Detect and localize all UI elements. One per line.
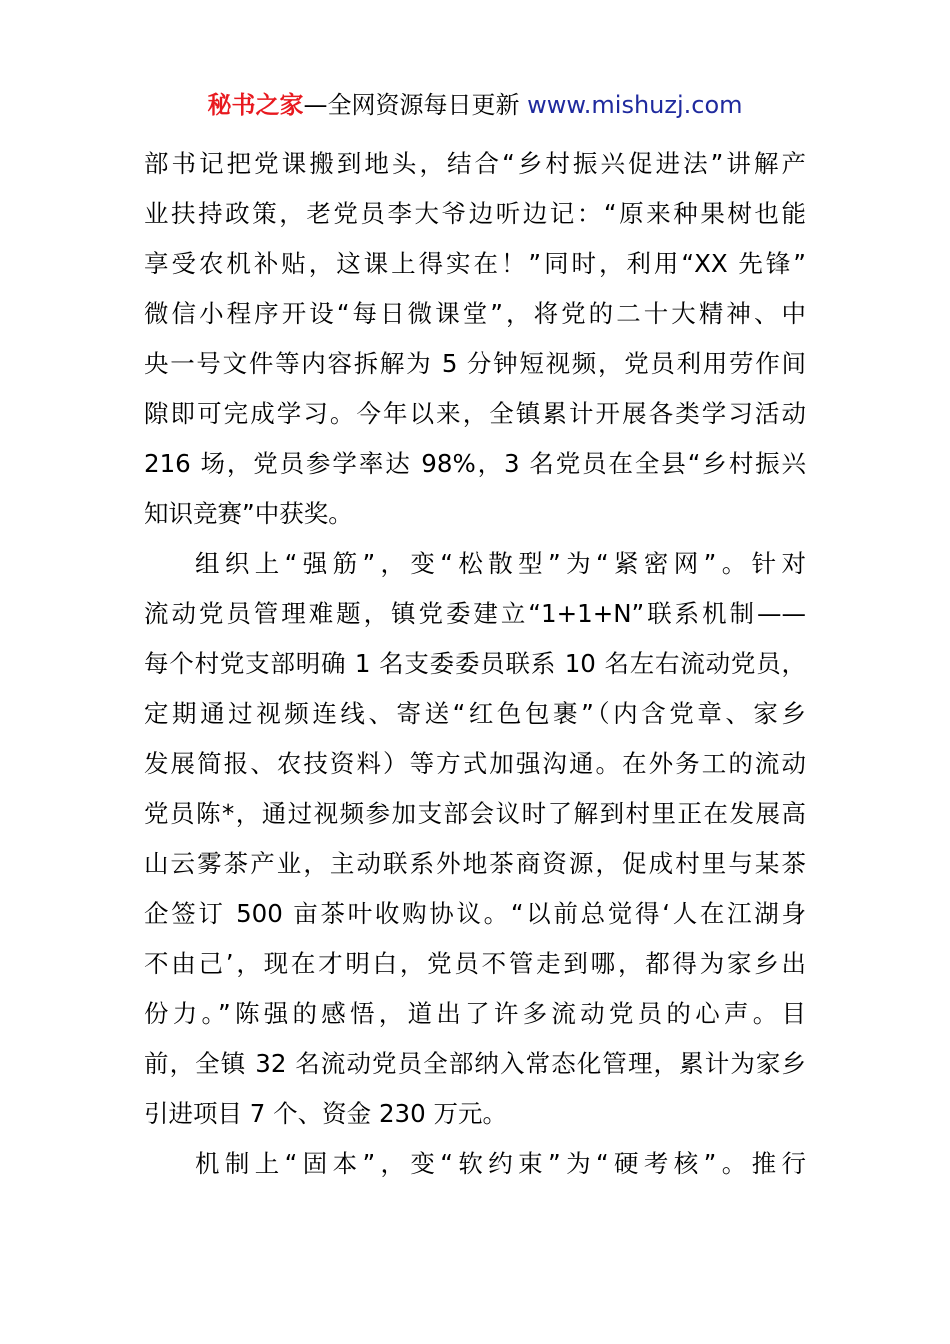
text-line: 央一号文件等内容拆解为 5 分钟短视频，党员利用劳作间 xyxy=(144,349,806,378)
header-tagline: —全网资源每日更新 xyxy=(303,91,528,119)
text-line: 微信小程序开设“每日微课堂”，将党的二十大精神、中 xyxy=(144,299,806,328)
text-line: 216 场，党员参学率达 98%，3 名党员在全县“乡村振兴 xyxy=(144,449,806,478)
document-body xyxy=(144,139,806,1189)
text-line: 前，全镇 32 名流动党员全部纳入常态化管理，累计为家乡 xyxy=(144,1049,806,1078)
text-line: 隙即可完成学习。今年以来，全镇累计开展各类学习活动 xyxy=(144,399,806,428)
text-line: 山云雾茶产业，主动联系外地茶商资源，促成村里与某茶 xyxy=(144,849,806,878)
text-line: 企签订 500 亩茶叶收购协议。“以前总觉得‘人在江湖身 xyxy=(144,899,806,928)
paragraph-start-line: 组织上“强筋”，变“松散型”为“紧密网”。针对 xyxy=(195,549,806,578)
paragraph-start-line: 机制上“固本”，变“软约束”为“硬考核”。推行 xyxy=(195,1149,806,1178)
text-line: 引进项目 7 个、资金 230 万元。 xyxy=(144,1099,508,1128)
site-header xyxy=(0,88,950,122)
text-line: 业扶持政策，老党员李大爷边听边记：“原来种果树也能 xyxy=(144,199,806,228)
text-line: 流动党员管理难题，镇党委建立“1+1+N”联系机制—— xyxy=(144,599,806,628)
text-line: 享受农机补贴，这课上得实在！”同时，利用“XX 先锋” xyxy=(144,249,806,278)
text-line: 部书记把党课搬到地头，结合“乡村振兴促进法”讲解产 xyxy=(144,149,806,178)
brand-name: 秘书之家 xyxy=(207,91,304,119)
text-line: 份力。”陈强的感悟，道出了许多流动党员的心声。目 xyxy=(144,999,806,1028)
text-line: 党员陈*，通过视频参加支部会议时了解到村里正在发展高 xyxy=(144,799,806,828)
site-url-link[interactable]: www.mishuzj.com xyxy=(527,91,743,119)
text-line: 定期通过视频连线、寄送“红色包裹”（内含党章、家乡 xyxy=(144,699,806,728)
text-line: 知识竞赛”中获奖。 xyxy=(144,499,353,528)
text-line: 不由己’，现在才明白，党员不管走到哪，都得为家乡出 xyxy=(144,949,806,978)
text-line: 每个村党支部明确 1 名支委委员联系 10 名左右流动党员， xyxy=(144,649,806,678)
text-line: 发展简报、农技资料）等方式加强沟通。在外务工的流动 xyxy=(144,749,806,778)
